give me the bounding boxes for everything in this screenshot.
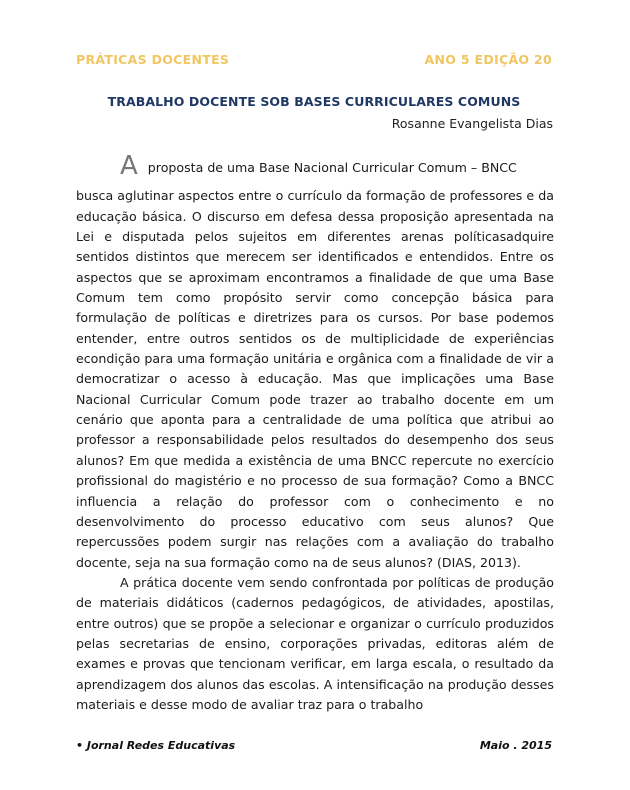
page-footer <box>76 739 552 752</box>
section-label: PRÁTICAS DOCENTES <box>76 52 230 67</box>
journal-name: • Jornal Redes Educativas <box>76 739 236 752</box>
paragraph-2: A prática docente vem sendo confrontada por políticas de produção de materiais didáticos (cadernos pedagógicos, de atividades, apostilas, entre outros) que se propõe a selecionar e organizar o currículo produzidos pelas secretarias de ensino, corporações privadas, editoras além de exames e provas que tencionam verificar, em larga escala, o resultado da aprendizagem dos alunos das escolas. A intensificação na produção desses materiais e desse modo de avaliar traz para o trabalho <box>76 574 554 712</box>
page-header <box>76 52 552 67</box>
paragraph-1-opening: proposta de uma Base Nacional Curricular Comum – BNCC <box>147 160 517 175</box>
paragraph-1 <box>76 151 554 181</box>
publication-date: Maio . 2015 <box>479 739 552 752</box>
article-author: Rosanne Evangelista Dias <box>391 116 553 131</box>
article-title: TRABALHO DOCENTE SOB BASES CURRICULARES COMUNS <box>107 94 521 109</box>
paragraph-1-body: busca aglutinar aspectos entre o currículo da formação de professores e da educação básica. O discurso em defesa dessa proposição apresentada na Lei e disputada pelos sujeitos em diferentes arenas políticasadquire sentidos distintos que merecem ser identificados e entendidos. Entre os aspectos que se aproximam encontramos a finalidade de que uma Base Comum tem como propósito servir como concepção básica para formulação de políticas e diretrizes para os cursos. Por base podemos entender, entre outros sentidos os de multiplicidade de experiências econdição para uma formação unitária e orgânica com a finalidade de vir a democratizar o acesso à educação. Mas que implicações uma Base Nacional Curricular Comum pode trazer ao trabalho docente em um cenário que aponta para a centralidade de uma política que atribui ao professor a responsabilidade pelos resultados do desempenho dos seus alunos? Em que medida a existência de uma BNCC repercute no exercício profissional do magistério e no processo de sua formação? Como a BNCC influencia a relação do professor com o conhecimento e no desenvolvimento do processo educativo com seus alunos? Que repercussões podem surgir nas relações com a avaliação do trabalho docente, seja na sua formação como na de seus alunos? (DIAS, 2013). <box>76 188 554 570</box>
issue-label: ANO 5 EDIÇÃO 20 <box>424 52 552 67</box>
article-body <box>76 151 554 715</box>
drop-cap: A <box>120 151 138 181</box>
paragraph-1-first-line <box>76 151 554 181</box>
